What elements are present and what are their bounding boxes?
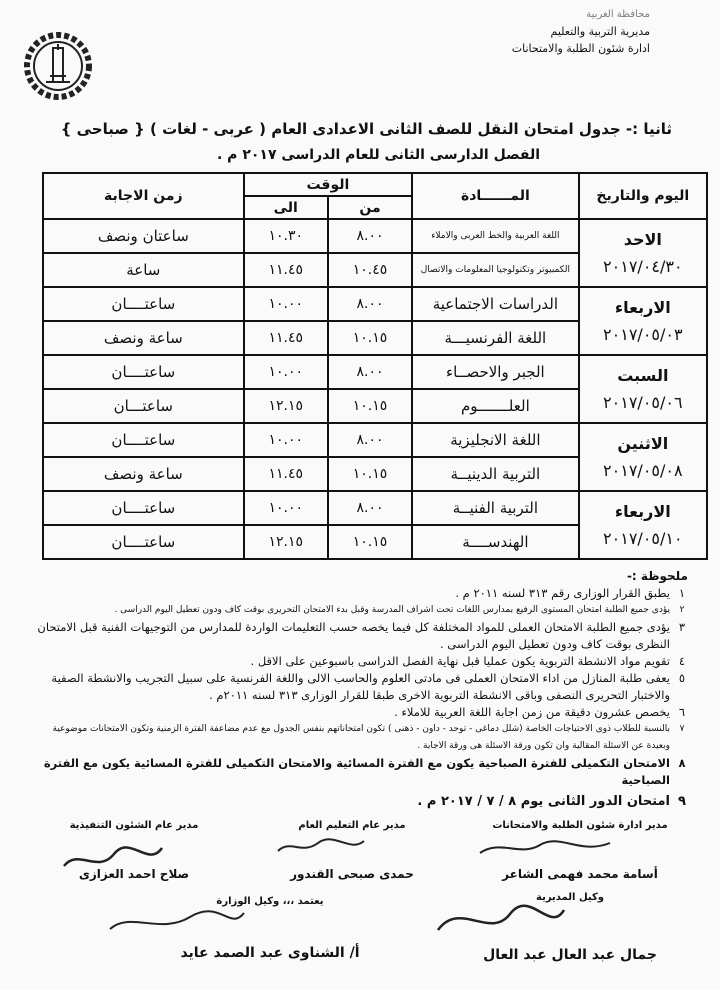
directorate-name: مديرية التربية والتعليم <box>550 25 650 38</box>
department-name: ادارة شئون الطلبة والامتحانات <box>511 42 650 55</box>
day-date: ٢٠١٧/٠٥/١٠ <box>603 529 683 548</box>
ministry-logo-icon <box>22 30 94 102</box>
subject-cell: الجبر والاحصــاء <box>412 355 579 389</box>
time-to-cell: ١٠.٠٠ <box>244 355 328 389</box>
time-to-cell: ١٠.٣٠ <box>244 219 328 253</box>
subject-cell: الكمبيوتر وتكنولوجيا المعلومات والاتصال <box>412 253 579 287</box>
note-text: يطبق القرار الوزارى رقم ٣١٣ لسنه ٢٠١١ م . <box>455 586 670 600</box>
signature-role: مدير ادارة شئون الطلبة والامتحانات <box>492 820 668 831</box>
signature-role: وكيل المديرية <box>536 892 604 903</box>
note-item <box>28 585 688 602</box>
note-text: تقويم مواد الانشطة التربوية يكون عمليا قبل نهاية الفصل الدراسى باسبوعين على الاقل . <box>250 654 670 668</box>
duration-cell: ساعة ونصف <box>43 321 244 355</box>
note-text: يخصص عشرون دقيقة من زمن اجابة اللغة العربية للاملاء . <box>394 705 670 719</box>
governorate-name: محافظة الغربية <box>586 9 650 20</box>
day-cell <box>579 355 707 423</box>
note-item <box>28 653 688 670</box>
time-from-cell: ٨.٠٠ <box>328 423 412 457</box>
duration-cell: ساعتـــان <box>43 389 244 423</box>
note-item <box>28 602 688 619</box>
time-from-cell: ١٠.١٥ <box>328 389 412 423</box>
note-item <box>28 619 688 653</box>
day-date: ٢٠١٧/٠٤/٣٠ <box>603 257 683 276</box>
note-number: ٥ <box>678 671 686 685</box>
signature-scribble-icon <box>100 905 250 939</box>
note-text: بالنسبة للطلاب ذوى الاحتياجات الخاصة (شلل دماغى - توحد - داون - ذهنى ) تكون امتحاناتهم بنفس الجدول مع عدم مضاعفة الفترة الزمنية وتكون الامتحانات موضوعية وبعيدة عن الاسئلة المقالية وان تكون ورقة الاسئلة هى ورقة الاجابة . <box>52 724 670 751</box>
note-item <box>28 755 688 789</box>
time-from-cell: ١٠.٤٥ <box>328 253 412 287</box>
time-from-cell: ٨.٠٠ <box>328 491 412 525</box>
duration-cell: ساعتان ونصف <box>43 219 244 253</box>
time-to-cell: ١٠.٠٠ <box>244 423 328 457</box>
note-number: ٣ <box>678 620 686 634</box>
time-to-cell: ١٠.٠٠ <box>244 491 328 525</box>
notes-heading: ملحوظة :- <box>626 569 688 583</box>
subject-cell: اللغة الانجليزية <box>412 423 579 457</box>
subject-cell: اللغة العربية والخط العربى والاملاء <box>412 219 579 253</box>
subject-cell: الدراسات الاجتماعية <box>412 287 579 321</box>
subject-cell: الهندســــة <box>412 525 579 559</box>
day-name: السبت <box>617 366 669 385</box>
time-from-cell: ٨.٠٠ <box>328 287 412 321</box>
note-number: ٢ <box>679 605 685 615</box>
subject-cell: التربية الفنيــة <box>412 491 579 525</box>
table-row <box>43 491 707 525</box>
note-text: يؤدى جميع الطلبة امتحان المستوى الرفيع بمدارس اللغات تحت اشراف المدرسة وقبل بدء الامتحان التحريرى بوقت كاف ودون تعطيل اليوم الدراسى . <box>114 605 670 615</box>
note-text: امتحان الدور الثانى يوم ٨ / ٧ / ٢٠١٧ م . <box>417 794 670 809</box>
time-from-cell: ٨.٠٠ <box>328 355 412 389</box>
time-to-cell: ١٠.٠٠ <box>244 287 328 321</box>
note-number: ٨ <box>678 756 686 770</box>
duration-cell: ساعتــــان <box>43 287 244 321</box>
duration-cell: ساعة ونصف <box>43 457 244 491</box>
time-to-cell: ١١.٤٥ <box>244 457 328 491</box>
signature-role: يعتمد ،،، وكيل الوزارة <box>216 896 324 907</box>
schedule-title: ثانيا :- جدول امتحان النقل للصف الثانى الاعدادى العام ( عربى - لغات ) { صباحى } <box>60 120 672 138</box>
time-from-cell: ٨.٠٠ <box>328 219 412 253</box>
note-number: ٩ <box>678 794 686 809</box>
signature-name: حمدى صبحى القندور <box>290 867 414 881</box>
note-item <box>28 670 688 704</box>
day-date: ٢٠١٧/٠٥/٠٦ <box>603 393 683 412</box>
duration-cell: ساعتــــان <box>43 491 244 525</box>
duration-cell: ساعتــــان <box>43 423 244 457</box>
signature-name: جمال عبد العال عبد العال <box>483 947 657 963</box>
letterhead <box>430 6 650 57</box>
duration-cell: ساعتــــان <box>43 355 244 389</box>
note-item <box>28 704 688 721</box>
header-duration: زمن الاجابة <box>43 173 244 219</box>
time-from-cell: ١٠.١٥ <box>328 525 412 559</box>
signature-role: مدير عام الشئون التنفيذية <box>69 820 199 831</box>
duration-cell: ساعة <box>43 253 244 287</box>
note-text: يعفى طلبة المنازل من اداء الامتحان العملى فى مادتى العلوم والحاسب الالى واللغة الفرنسية على سبيل التجريب والانشطة الصفية والاختبار التحريرى النصفى وباقى الانشطة التربوية الاخرى طبقا للقرار الوزارى ٣١٣ لسنه ٢٠١١م . <box>51 671 670 702</box>
schedule-subtitle: الفصل الدارسى الثانى للعام الدراسى ٢٠١٧ م . <box>216 147 540 163</box>
table-row <box>43 219 707 253</box>
signature-name: صلاح احمد العزازى <box>78 867 190 881</box>
exam-schedule-table <box>42 172 708 560</box>
header-day-date: اليوم والتاريخ <box>579 173 707 219</box>
subject-cell: العلـــــــوم <box>412 389 579 423</box>
time-from-cell: ١٠.١٥ <box>328 321 412 355</box>
signature-role: مدير عام التعليم العام <box>298 820 406 831</box>
day-name: الاثنين <box>617 434 669 453</box>
subject-cell: التربية الدينيــة <box>412 457 579 491</box>
day-name: الاربعاء <box>614 502 671 521</box>
duration-cell: ساعتــــان <box>43 525 244 559</box>
day-cell <box>579 491 707 559</box>
table-row <box>43 355 707 389</box>
note-number: ١ <box>678 586 686 600</box>
signature-scribble-icon <box>270 835 370 859</box>
signature-scribble-icon <box>470 835 620 861</box>
time-to-cell: ١١.٤٥ <box>244 253 328 287</box>
header-to: الى <box>244 196 328 219</box>
day-date: ٢٠١٧/٠٥/٠٨ <box>603 461 683 480</box>
signature-name: أ/ الشناوى عبد الصمد عايد <box>180 945 360 961</box>
signature-name: أسامة محمد فهمى الشاعر <box>502 867 658 881</box>
note-number: ٤ <box>678 654 686 668</box>
day-name: الاربعاء <box>614 298 671 317</box>
signature-scribble-icon <box>58 838 168 878</box>
note-item <box>28 793 688 810</box>
day-cell <box>579 423 707 491</box>
time-to-cell: ١٢.١٥ <box>244 525 328 559</box>
table-row <box>43 287 707 321</box>
header-subject: المــــــادة <box>412 173 579 219</box>
day-name: الاحد <box>623 230 662 249</box>
time-from-cell: ١٠.١٥ <box>328 457 412 491</box>
header-time: الوقت <box>244 173 413 196</box>
signature-scribble-icon <box>430 900 570 940</box>
note-item <box>28 721 688 755</box>
day-cell <box>579 219 707 287</box>
table-row <box>43 423 707 457</box>
notes-section <box>28 568 688 810</box>
note-text: يؤدى جميع الطلبة الامتحان العملى للمواد المختلفة كل فيما يخصه حسب التعليمات الواردة للمدارس من التوجيهات الفنية قبل الامتحان النظرى بوقت كاف ودون تعطيل اليوم الدراسى . <box>37 620 670 651</box>
day-cell <box>579 287 707 355</box>
note-text: الامتحان التكميلى للفترة الصباحية يكون مع الفترة المسائية والامتحان التكميلى للفترة المسائية يكون مع الفترة الصباحية <box>43 756 670 787</box>
day-date: ٢٠١٧/٠٥/٠٣ <box>603 325 683 344</box>
subject-cell: اللغة الفرنسيـــة <box>412 321 579 355</box>
header-from: من <box>328 196 412 219</box>
note-number: ٧ <box>679 724 685 734</box>
time-to-cell: ١١.٤٥ <box>244 321 328 355</box>
time-to-cell: ١٢.١٥ <box>244 389 328 423</box>
note-number: ٦ <box>678 705 686 719</box>
